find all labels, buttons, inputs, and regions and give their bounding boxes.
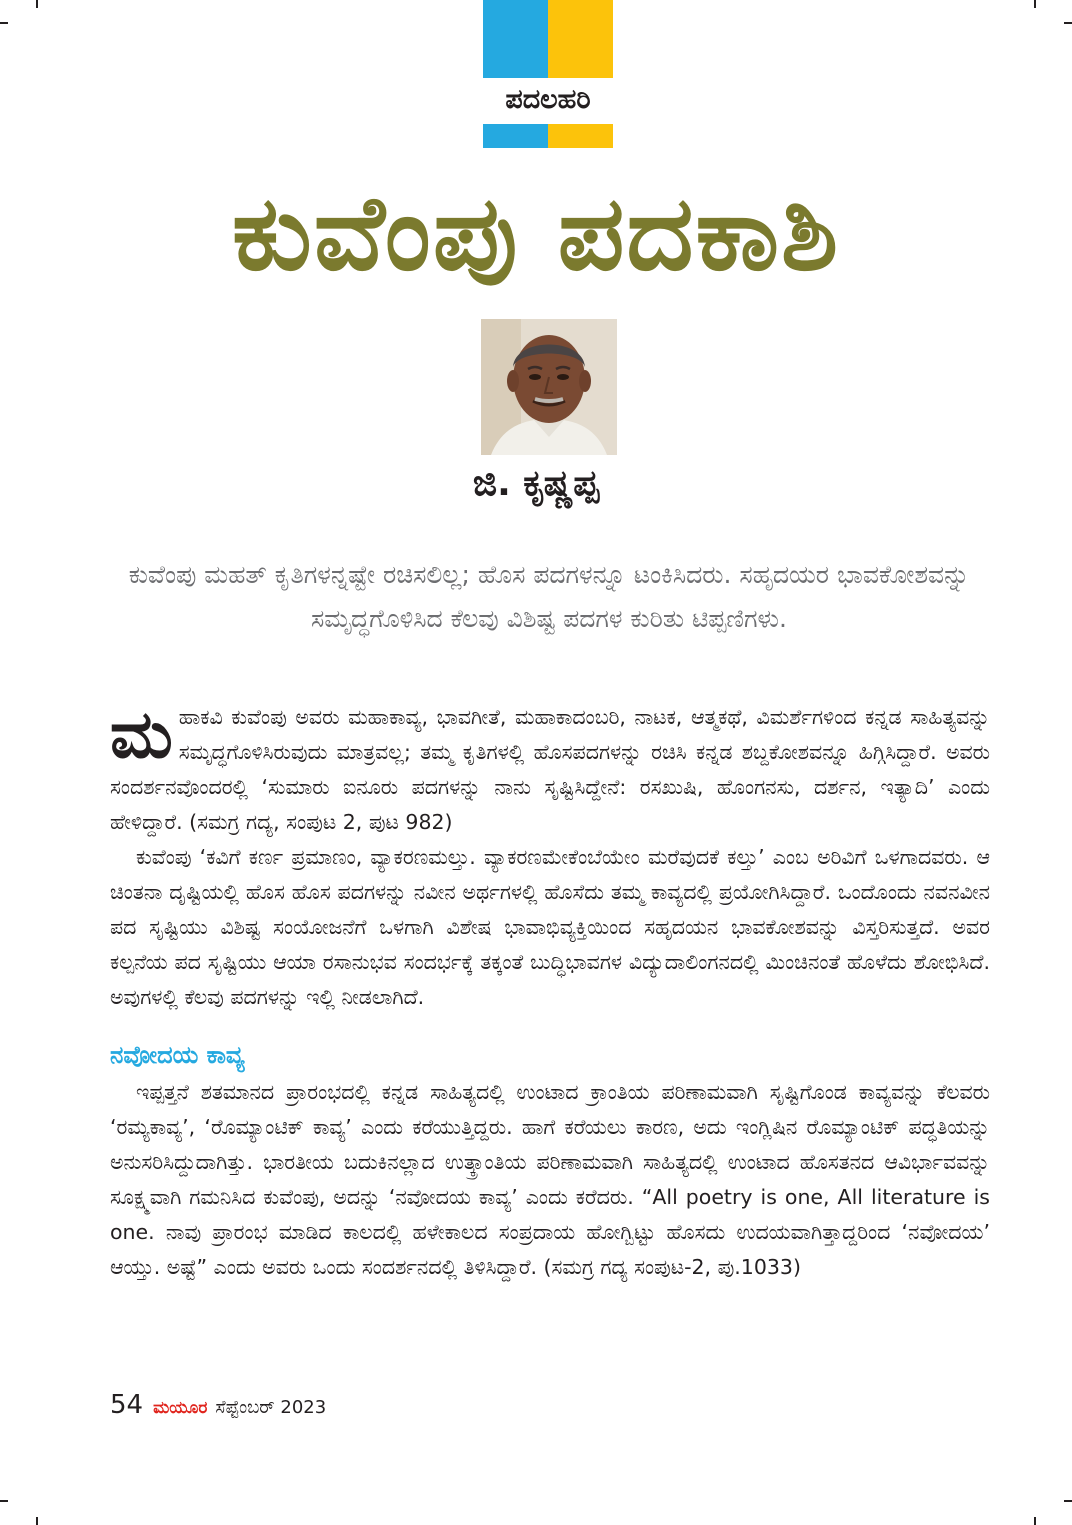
portrait-illustration — [481, 319, 617, 455]
magazine-name: ಮಯೂರ — [153, 1398, 208, 1418]
badge-blue-panel — [483, 124, 548, 148]
drop-cap: ಮ — [110, 696, 173, 773]
issue-date: ಸೆಪ್ಟೆಂಬರ್ 2023 — [215, 1397, 327, 1418]
badge-blue-panel — [483, 0, 548, 78]
page-footer — [110, 1390, 326, 1430]
badge-color-block-top — [483, 0, 613, 78]
section-badge — [483, 0, 613, 150]
crop-mark — [0, 1500, 8, 1502]
crop-mark — [1034, 0, 1036, 8]
paragraph-3: ಇಪ್ಪತ್ತನೆ ಶತಮಾನದ ಪ್ರಾರಂಭದಲ್ಲಿ ಕನ್ನಡ ಸಾಹಿತ್ಯದಲ್ಲಿ ಉಂಟಾದ ಕ್ರಾಂತಿಯ ಪರಿಣಾಮವಾಗಿ ಸೃಷ್ಟಿಗೊಂಡ ಕಾವ್ಯವನ್ನು ಕೆಲವರು ‘ರಮ್ಯಕಾವ್ಯ’, ‘ರೊಮ್ಯಾಂಟಿಕ್ ಕಾವ್ಯ’ ಎಂದು ಕರೆಯುತ್ತಿದ್ದರು. ಹಾಗೆ ಕರೆಯಲು ಕಾರಣ, ಅದು ಇಂಗ್ಲಿಷಿನ ರೊಮ್ಯಾಂಟಿಕ್ ಪದ್ಧತಿಯನ್ನು ಅನುಸರಿಸಿದ್ದುದಾಗಿತ್ತು. ಭಾರತೀಯ ಬದುಕಿನಲ್ಲಾದ ಉತ್ಕ್ರಾಂತಿಯ ಪರಿಣಾಮವಾಗಿ ಸಾಹಿತ್ಯದಲ್ಲಿ ಉಂಟಾದ ಹೊಸತನದ ಆವಿರ್ಭಾವವನ್ನು ಸೂಕ್ಷ್ಮವಾಗಿ ಗಮನಿಸಿದ ಕುವೆಂಪು, ಅದನ್ನು ‘ನವೋದಯ ಕಾವ್ಯ’ ಎಂದು ಕರೆದರು. “All poetry is one, All literature is one. ನಾವು ಪ್ರಾರಂಭ ಮಾಡಿದ ಕಾಲದಲ್ಲಿ ಹಳೇಕಾಲದ ಸಂಪ್ರದಾಯ ಹೋಗ್ಬಿಟ್ಟು ಹೊಸದು ಉದಯವಾಗಿತ್ತಾದ್ದರಿಂದ ‘ನವೋದಯ’ ಆಯ್ತು. ಅಷ್ಟೆ” ಎಂದು ಅವರು ಒಂದು ಸಂದರ್ಶನದಲ್ಲಿ ತಿಳಿಸಿದ್ದಾರೆ. (ಸಮಗ್ರ ಗದ್ಯ ಸಂಪುಟ-2, ಪು.1033) — [110, 1080, 990, 1279]
section-subheading: ನವೋದಯ ಕಾವ್ಯ — [110, 1041, 245, 1069]
author-byline: ಜಿ. ಕೃಷ್ಣಪ್ಪ — [472, 463, 600, 504]
crop-mark — [1034, 1517, 1036, 1525]
crop-mark — [36, 0, 38, 8]
article-title: ಕುವೆಂಪು ಪದಕಾಶಿ — [231, 172, 841, 294]
page-number: 54 — [110, 1390, 144, 1420]
crop-mark — [36, 1517, 38, 1525]
crop-mark — [0, 22, 8, 24]
article-deck: ಕುವೆಂಪು ಮಹತ್ ಕೃತಿಗಳನ್ನಷ್ಟೇ ರಚಿಸಲಿಲ್ಲ; ಹೊಸ ಪದಗಳನ್ನೂ ಟಂಕಿಸಿದರು. ಸಹೃದಯರ ಭಾವಕೋಶವನ್ನು ಸಮೃದ್ಧಗೊಳಿಸಿದ ಕೆಲವು ವಿಶಿಷ್ಟ ಪದಗಳ ಕುರಿತು ಟಿಪ್ಪಣಿಗಳು. — [128, 560, 970, 633]
badge-color-block-bottom — [483, 124, 613, 148]
section-label: ಪದಲಹರಿ — [483, 80, 613, 120]
badge-yellow-panel — [548, 124, 613, 148]
author-portrait-photo — [481, 319, 617, 455]
badge-yellow-panel — [548, 0, 613, 78]
paragraph-2: ಕುವೆಂಪು ‘ಕವಿಗೆ ಕರ್ಣ ಪ್ರಮಾಣಂ, ವ್ಯಾಕರಣಮಲ್ತು. ವ್ಯಾಕರಣಮೇಕೆಂಬೆಯೇಂ ಮರೆವುದಕೆ ಕಲ್ತು’ ಎಂಬ ಅರಿವಿಗೆ ಒಳಗಾದವರು. ಆ ಚಿಂತನಾ ದೃಷ್ಟಿಯಲ್ಲಿ ಹೊಸ ಹೊಸ ಪದಗಳನ್ನು ನವೀನ ಅರ್ಥಗಳಲ್ಲಿ ಹೊಸೆದು ತಮ್ಮ ಕಾವ್ಯದಲ್ಲಿ ಪ್ರಯೋಗಿಸಿದ್ದಾರೆ. ಒಂದೊಂದು ನವನವೀನ ಪದ ಸೃಷ್ಟಿಯು ವಿಶಿಷ್ಟ ಸಂಯೋಜನೆಗೆ ಒಳಗಾಗಿ ವಿಶೇಷ ಭಾವಾಭಿವ್ಯಕ್ತಿಯಿಂದ ಸಹೃದಯನ ಭಾವಕೋಶವನ್ನು ವಿಸ್ತರಿಸುತ್ತದೆ. ಅವರ ಕಲ್ಪನೆಯ ಪದ ಸೃಷ್ಟಿಯು ಆಯಾ ರಸಾನುಭವ ಸಂದರ್ಭಕ್ಕೆ ತಕ್ಕಂತೆ ಬುದ್ಧಿಭಾವಗಳ ವಿದ್ಯುದಾಲಿಂಗನದಲ್ಲಿ ಮಿಂಚಿನಂತೆ ಹೊಳೆದು ಶೋಭಿಸಿದೆ. ಅವುಗಳಲ್ಲಿ ಕೆಲವು ಪದಗಳನ್ನು ಇಲ್ಲಿ ನೀಡಲಾಗಿದೆ. — [110, 845, 990, 1009]
paragraph-1 — [110, 696, 990, 840]
paragraph-1-text: ಹಾಕವಿ ಕುವೆಂಪು ಅವರು ಮಹಾಕಾವ್ಯ, ಭಾವಗೀತೆ, ಮಹಾಕಾದಂಬರಿ, ನಾಟಕ, ಆತ್ಮಕಥೆ, ವಿಮರ್ಶೆಗಳಿಂದ ಕನ್ನಡ ಸಾಹಿತ್ಯವನ್ನು ಸಮೃದ್ಧಗೊಳಿಸಿರುವುದು ಮಾತ್ರವಲ್ಲ; ತಮ್ಮ ಕೃತಿಗಳಲ್ಲಿ ಹೊಸಪದಗಳನ್ನು ರಚಿಸಿ ಕನ್ನಡ ಶಬ್ದಕೋಶವನ್ನೂ ಹಿಗ್ಗಿಸಿದ್ದಾರೆ. ಅವರು ಸಂದರ್ಶನವೊಂದರಲ್ಲಿ ‘ಸುಮಾರು ಐನೂರು ಪದಗಳನ್ನು ನಾನು ಸೃಷ್ಟಿಸಿದ್ದೇನೆ: ರಸಖುಷಿ, ಹೊಂಗನಸು, ದರ್ಶನ, ಇತ್ಯಾದಿ’ ಎಂದು ಹೇಳಿದ್ದಾರೆ. (ಸಮಗ್ರ ಗದ್ಯ, ಸಂಪುಟ 2, ಪುಟ 982) — [110, 705, 990, 834]
crop-mark — [1064, 1500, 1072, 1502]
crop-mark — [1064, 22, 1072, 24]
article-body — [110, 696, 990, 1285]
